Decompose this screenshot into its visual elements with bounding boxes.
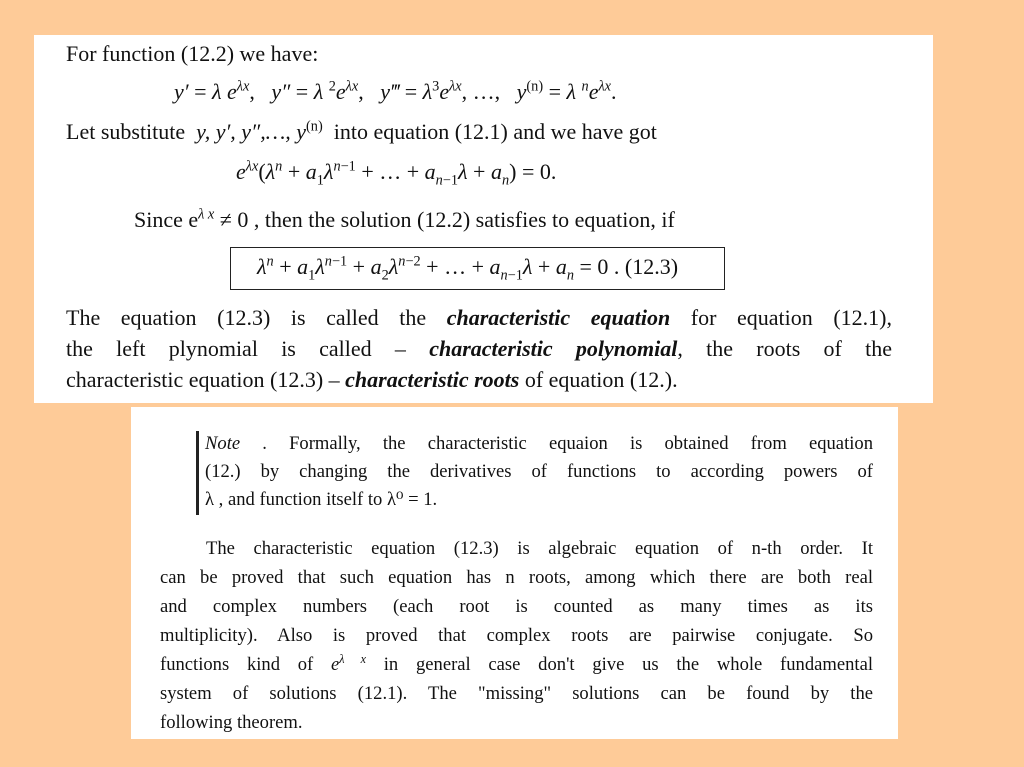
bottom-text-panel bbox=[131, 407, 898, 739]
paragraph-line-6: system of solutions (12.1). The "missing" solutions can be found by the bbox=[160, 683, 873, 704]
derivatives-formula: y′ = λ $e^{\lambda x}$, y″ = λ $^2e^{\lambda x}$, y‴ = $\lambda^3e^{\lambda x}$, …, $y^{(n)} = \lambda$ $^ne^{\lambda x}$. bbox=[174, 78, 617, 104]
paragraph-line-1: The characteristic equation (12.3) is algebraic equation of n-th order. It bbox=[206, 538, 873, 559]
note-line-2: (12.) by changing the derivatives of functions to according powers of bbox=[205, 461, 873, 482]
characteristic-equation-box bbox=[230, 247, 725, 290]
top-text-panel bbox=[34, 35, 933, 403]
note-bar bbox=[196, 431, 199, 515]
paragraph-line-7: following theorem. bbox=[160, 712, 303, 733]
paragraph-line-2: can be proved that such equation has n roots, among which there are both real bbox=[160, 567, 873, 588]
paragraph-line-3: and complex numbers (each root is counted as many times as its bbox=[160, 596, 873, 617]
note-line-1: Note . Formally, the characteristic equaion is obtained from equation bbox=[205, 433, 873, 454]
definition-line-3: characteristic equation (12.3) – characteristic roots of equation (12.). bbox=[66, 367, 678, 392]
paragraph-line-5: functions kind of $e^{\lambda x}$ in general case don't give us the whole fundamental bbox=[160, 651, 873, 675]
product-equation: $e^{\lambda x}(\lambda^n + a_1\lambda^{n-1}$ + … + $a_{n-1}\lambda + a_n) = 0$. bbox=[236, 158, 557, 189]
characteristic-equation: $\lambda^n + a_1\lambda^{n-1} + a_2\lambda^{n-2}$ + … + $a_{n-1}\lambda + a_n = 0$ . (12.3) bbox=[257, 253, 679, 284]
since-line: Since $e^{\lambda x} \ne 0$ , then the solution (12.2) satisfies to equation, if bbox=[134, 206, 675, 232]
note-line-3: λ , and function itself to λ⁰ = 1. bbox=[205, 489, 438, 510]
intro-line: For function (12.2) we have: bbox=[66, 41, 319, 66]
paragraph-line-4: multiplicity). Also is proved that complex roots are pairwise conjugate. So bbox=[160, 625, 873, 646]
definition-line-2: the left plynomial is called – characteristic polynomial, the roots of the bbox=[66, 336, 892, 361]
definition-line-1: The equation (12.3) is called the characteristic equation for equation (12.1), bbox=[66, 305, 893, 330]
substitute-line: Let substitute y, y′, y″,…, $y^{(n)}$ into equation (12.1) and we have got bbox=[66, 118, 657, 144]
